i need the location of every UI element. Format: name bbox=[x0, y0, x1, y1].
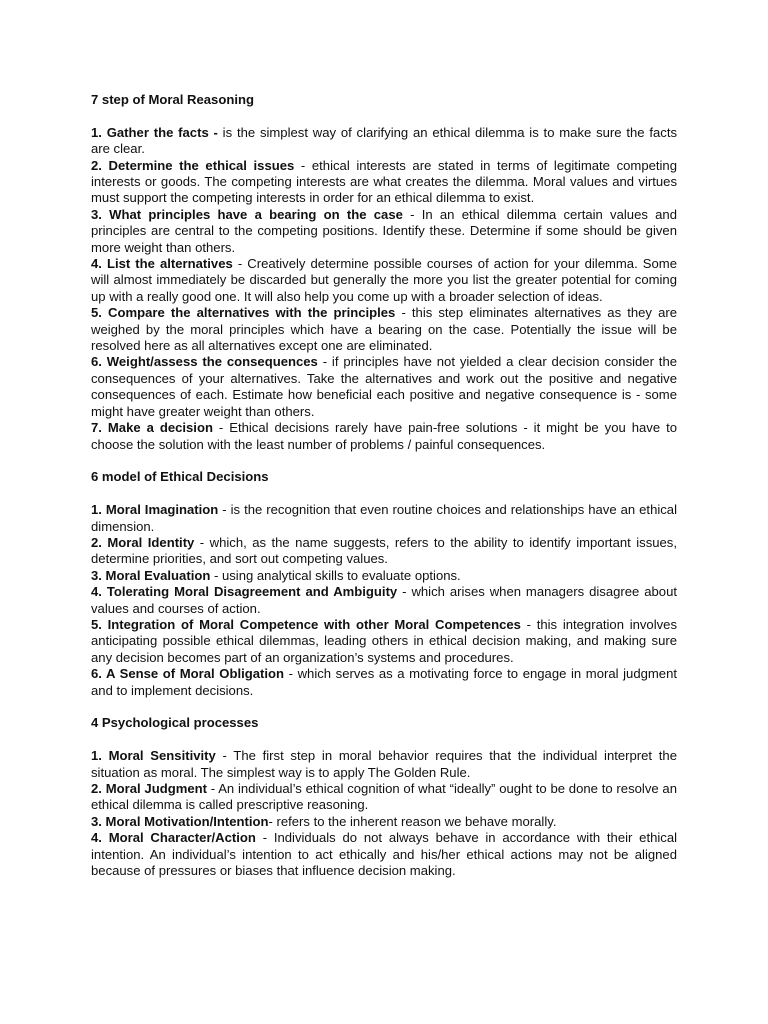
list-item bbox=[91, 305, 677, 354]
item-text: - is the recognition that even routine choices and relationships have an ethical dimension. bbox=[91, 502, 678, 534]
section-ethical-decisions bbox=[91, 469, 677, 699]
item-list bbox=[91, 748, 677, 879]
item-term: 1. Moral Imagination bbox=[91, 502, 219, 518]
item-term: 4. List the alternatives bbox=[91, 256, 233, 272]
item-term: 2. Determine the ethical issues bbox=[91, 157, 295, 173]
list-item bbox=[91, 781, 677, 814]
section-psychological-processes bbox=[91, 715, 677, 879]
list-item bbox=[91, 584, 677, 617]
item-term: 6. Weight/assess the consequences bbox=[91, 354, 318, 370]
item-text: - which, as the name suggests, refers to the ability to identify important issues, determine priorities, and sort out competing values. bbox=[91, 534, 677, 567]
section-title: 4 Psychological processes bbox=[91, 715, 259, 731]
list-item bbox=[91, 748, 677, 781]
list-item bbox=[91, 125, 677, 158]
list-item bbox=[91, 568, 677, 584]
list-item bbox=[91, 420, 677, 453]
list-item bbox=[91, 207, 677, 256]
item-text: - if principles have not yielded a clear decision consider the consequences of your alternatives. Take the alternatives and work out the positive and negative consequences of each. Estimate how beneficial each positive and negative consequence is - some might have greater weight than others. bbox=[91, 354, 678, 419]
document-page bbox=[91, 92, 677, 896]
item-text: - ethical interests are stated in terms of legitimate competing interests or goods. The competing interests are what creates the dilemma. Moral values and virtues must support the competing interests in order for an ethical dilemma to exist. bbox=[91, 157, 677, 206]
item-text: - In an ethical dilemma certain values and principles are central to the competing positions. Identify these. Determine if some should be given more weight than others. bbox=[91, 206, 677, 255]
list-item bbox=[91, 814, 677, 830]
item-list bbox=[91, 125, 677, 453]
item-term: 5. Compare the alternatives with the principles bbox=[91, 305, 396, 321]
item-term: 3. Moral Evaluation bbox=[91, 567, 211, 583]
item-text: - Creatively determine possible courses of action for your dilemma. Some will almost immediately be discarded but generally the more you list the greater potential for coming up with a really good one. It will also help you come up with a broader selection of ideas. bbox=[91, 256, 677, 304]
item-text: - The first step in moral behavior requires that the individual interpret the situation as moral. The simplest way is to apply The Golden Rule. bbox=[91, 748, 677, 780]
list-item bbox=[91, 830, 677, 879]
item-text: - this step eliminates alternatives as they are weighed by the moral principles which have a bearing on the case. Potentially the issue will be resolved here as all alternatives except one are eliminated. bbox=[91, 305, 677, 354]
item-text: - this integration involves anticipating possible ethical dilemmas, leading others in ethical decision making, and making sure any decision becomes part of an organization’s systems and procedures. bbox=[91, 616, 677, 665]
item-term: 2. Moral Judgment bbox=[91, 780, 207, 796]
list-item bbox=[91, 256, 677, 305]
item-term: 7. Make a decision bbox=[91, 420, 213, 436]
list-item bbox=[91, 617, 677, 666]
list-item bbox=[91, 535, 677, 568]
item-text: - refers to the inherent reason we behave morally. bbox=[268, 813, 557, 829]
item-term: 2. Moral Identity bbox=[91, 534, 195, 550]
section-title: 6 model of Ethical Decisions bbox=[91, 469, 269, 485]
section-moral-reasoning bbox=[91, 92, 677, 453]
list-item bbox=[91, 502, 677, 535]
item-term: 4. Moral Character/Action bbox=[91, 830, 256, 846]
item-term: 5. Integration of Moral Competence with other Moral Competences bbox=[91, 616, 521, 632]
item-text: - which serves as a motivating force to engage in moral judgment and to implement decisions. bbox=[91, 666, 677, 698]
item-text: - which arises when managers disagree about values and courses of action. bbox=[91, 584, 678, 616]
list-item bbox=[91, 666, 677, 699]
item-list bbox=[91, 502, 677, 699]
item-term: 1. Gather the facts - bbox=[91, 124, 218, 140]
section-title: 7 step of Moral Reasoning bbox=[91, 92, 254, 107]
item-text: - An individual’s ethical cognition of what “ideally” ought to be done to resolve an ethical dilemma is called prescriptive reasoning. bbox=[91, 780, 677, 813]
item-term: 6. A Sense of Moral Obligation bbox=[91, 666, 285, 682]
list-item bbox=[91, 354, 677, 420]
item-term: 4. Tolerating Moral Disagreement and Ambiguity bbox=[91, 584, 398, 600]
list-item bbox=[91, 158, 677, 207]
item-text: - Individuals do not always behave in accordance with their ethical intention. An individual’s intention to act ethically and his/her ethical actions may not be aligned because of pressures or biases that influence decision making. bbox=[91, 830, 678, 879]
item-text: - Ethical decisions rarely have pain-free solutions - it might be you have to choose the solution with the least number of problems / painful consequences. bbox=[91, 420, 677, 452]
item-term: 3. Moral Motivation/Intention bbox=[91, 813, 269, 829]
item-term: 1. Moral Sensitivity bbox=[91, 748, 216, 764]
item-term: 3. What principles have a bearing on the case bbox=[91, 206, 403, 222]
item-text: - using analytical skills to evaluate options. bbox=[210, 567, 461, 583]
item-text: is the simplest way of clarifying an ethical dilemma is to make sure the facts are clear. bbox=[91, 124, 678, 157]
